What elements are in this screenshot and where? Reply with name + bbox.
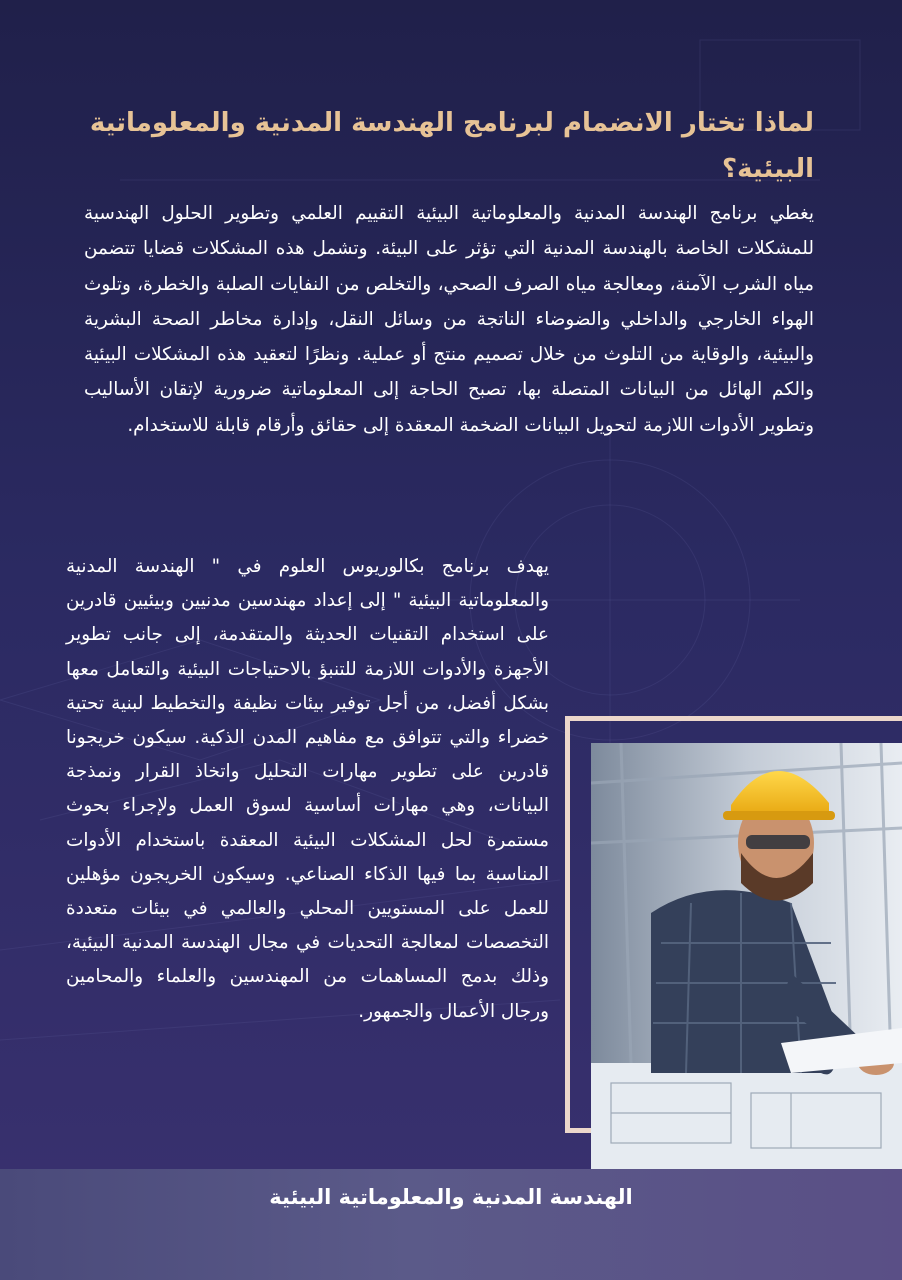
footer-label: الهندسة المدنية والمعلوماتية البيئية	[269, 1185, 633, 1209]
engineer-photo	[591, 743, 902, 1169]
program-paragraph: يهدف برنامج بكالوريوس العلوم في " الهندسة المدنية والمعلوماتية البيئية " إلى إعداد مهندسين مدنيين وبيئيين قادرين على استخدام التقنيات الحديثة والمتقدمة، إلى جانب تطوير الأجهزة والأدوات اللازمة للتنبؤ بالاحتياجات البيئية والتعامل معها بشكل أفضل، من أجل توفير بيئات نظيفة والتخطيط لبنية تحتية خضراء والتي تتوافق مع مفاهيم المدن الذكية. سيكون خريجونا قادرين على تطوير مهارات التحليل واتخاذ القرار ونمذجة البيانات، وهي مهارات أساسية لسوق العمل ولإجراء بحوث مستمرة لحل المشكلات البيئية المعقدة باستخدام الأدوات المناسبة بما فيها الذكاء الصناعي. وسيكون الخريجون مؤهلين للعمل على المستويين المحلي والعالمي في بيئات متعددة التخصصات لمعالجة التحديات في مجال الهندسة المدنية البيئية، وذلك بدمج المساهمات من المهندسين والعلماء والمحامين ورجال الأعمال والجمهور.	[66, 556, 549, 1022]
page-title: لماذا تختار الانضمام لبرنامج الهندسة المدنية والمعلوماتية البيئية؟	[89, 108, 814, 184]
intro-paragraph: يغطي برنامج الهندسة المدنية والمعلوماتية البيئية التقييم العلمي وتطوير الحلول الهندسية للمشكلات الخاصة بالهندسة المدنية التي تؤثر على البيئة. وتشمل هذه المشكلات قضايا تتضمن مياه الشرب الآمنة، ومعالجة مياه الصرف الصحي، والتخلص من النفايات الصلبة والخطرة، وتلوث الهواء الخارجي والداخلي والضوضاء الناتجة من وسائل النقل، وإدارة مخاطر الصحة البشرية والبيئية، والوقاية من التلوث من خلال تصميم منتج أو عملية. ونظرًا لتعقيد هذه المشكلات البيئية والكم الهائل من البيانات المتصلة بها، تصبح الحاجة إلى المعلوماتية ضرورية لإتقان الأساليب وتطوير الأدوات اللازمة لتحويل البيانات الضخمة المعقدة إلى حقائق وأرقام قابلة للاستخدام.	[84, 203, 814, 436]
